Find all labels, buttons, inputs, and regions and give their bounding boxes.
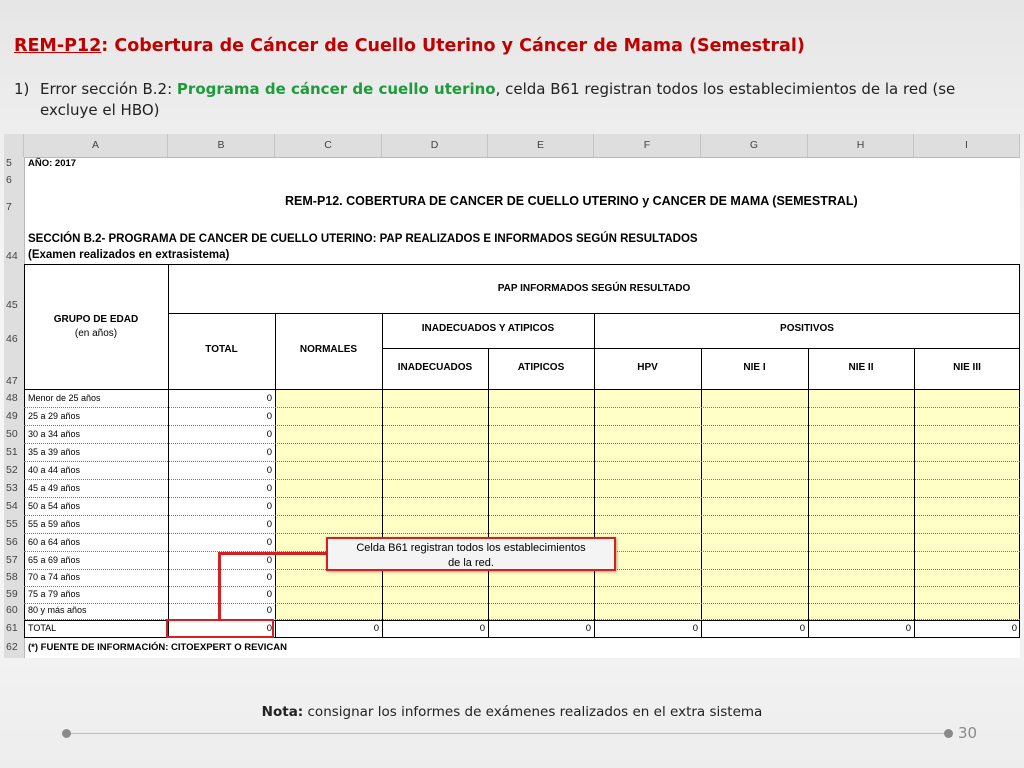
grid-line (701, 348, 702, 638)
slide-title (14, 36, 1014, 56)
row-number: 51 (6, 446, 18, 458)
col-header-a: A (24, 134, 168, 157)
total-cell: 0 (266, 483, 272, 494)
bullet-item (14, 79, 1014, 121)
header-pap-informados: PAP INFORMADOS SEGÚN RESULTADO (497, 283, 691, 294)
grid-line (24, 515, 1020, 516)
grid-line (24, 425, 1020, 426)
total-cell: 0 (266, 555, 272, 566)
total-row-cell: 0 (692, 623, 698, 634)
col-header-d: D (382, 134, 488, 157)
row-number: 47 (6, 375, 18, 387)
row-number: 6 (6, 174, 12, 186)
row-number: 55 (6, 518, 18, 530)
col-header-h: H (808, 134, 914, 157)
grid-line (24, 264, 1020, 265)
callout-line1: Celda B61 registran todos los establecimientos (356, 542, 586, 554)
total-row-cell: 0 (1011, 623, 1017, 634)
grid-line (24, 533, 1020, 534)
total-row-cell: 0 (266, 623, 272, 634)
grid-line (24, 407, 1020, 408)
row-number: 46 (6, 333, 18, 345)
title-code: REM-P12 (14, 36, 102, 56)
highlight-cell-b61 (166, 619, 274, 638)
col-header-f: F (594, 134, 701, 157)
row-number: 44 (6, 250, 18, 262)
row-number: 52 (6, 464, 18, 476)
callout-line2: de la red. (448, 557, 494, 569)
total-cell: 0 (266, 465, 272, 476)
bullet-highlight: Programa de cáncer de cuello uterino (176, 80, 496, 98)
note-text: consignar los informes de exámenes realizados en el extra sistema (303, 704, 763, 720)
total-cell: 0 (266, 589, 272, 600)
grid-line (24, 586, 1020, 587)
bullet-number: 1) (14, 80, 30, 98)
grid-line (24, 389, 1020, 390)
total-cell: 0 (266, 519, 272, 530)
grid-line (1019, 264, 1020, 638)
grid-line (24, 479, 1020, 480)
header-hpv: HPV (637, 362, 658, 373)
row-number: 45 (6, 299, 18, 311)
corner-cell (4, 134, 24, 157)
grid-line (24, 603, 1020, 604)
bullet-post: , celda B61 registran todos los establecimientos de la red (se excluye el HBO) (40, 80, 956, 119)
age-group-label: 50 a 54 años (28, 501, 81, 511)
footer-divider (66, 733, 952, 734)
total-cell: 0 (266, 501, 272, 512)
page-number: 30 (958, 724, 978, 742)
footer-dot-right (944, 729, 953, 738)
grid-line (488, 348, 489, 638)
header-inadecuados: INADECUADOS (397, 362, 473, 373)
header-grupo-edad-sub: (en años) (74, 328, 118, 339)
row-number: 57 (6, 554, 18, 566)
header-nie-i: NIE I (743, 362, 766, 373)
age-group-label: Menor de 25 años (28, 393, 101, 403)
age-group-label: 25 a 29 años (28, 411, 81, 421)
row-number: 48 (6, 392, 18, 404)
col-header-e: E (488, 134, 594, 157)
total-row-cell: 0 (585, 623, 591, 634)
col-header-b: B (168, 134, 275, 157)
grid-line (808, 348, 809, 638)
total-cell: 0 (266, 393, 272, 404)
age-group-label: 40 a 44 años (28, 465, 81, 475)
row-number: 59 (6, 588, 18, 600)
age-group-label: 65 a 69 años (28, 555, 81, 565)
age-group-label: 30 a 34 años (28, 429, 81, 439)
section-subtitle: (Examen realizados en extrasistema) (28, 249, 230, 261)
header-total: TOTAL (205, 344, 238, 355)
total-cell: 0 (266, 429, 272, 440)
total-row-cell: 0 (905, 623, 911, 634)
total-row-cell: 0 (373, 623, 379, 634)
note (0, 704, 1024, 720)
total-row-label: TOTAL (28, 623, 57, 633)
section-title: SECCIÓN B.2- PROGRAMA DE CANCER DE CUELLO UTERINO: PAP REALIZADOS E INFORMADOS SEGÚN RESULTADOS (28, 233, 698, 245)
header-positivos: POSITIVOS (780, 323, 834, 334)
spreadsheet-screenshot (4, 134, 1020, 658)
age-group-label: 35 a 39 años (28, 447, 81, 457)
footer-dot-left (62, 729, 71, 738)
column-header-bar (4, 134, 1020, 158)
age-group-label: 60 a 64 años (28, 537, 81, 547)
total-row-cell: 0 (479, 623, 485, 634)
grid-line (24, 497, 1020, 498)
grid-line (914, 348, 915, 638)
row-number: 58 (6, 571, 18, 583)
age-group-label: 75 a 79 años (28, 589, 81, 599)
note-label: Nota: (261, 704, 304, 720)
row-number: 56 (6, 536, 18, 548)
col-header-i: I (914, 134, 1020, 157)
row-number: 61 (6, 622, 18, 634)
age-group-label: 45 a 49 años (28, 483, 81, 493)
row-number: 53 (6, 482, 18, 494)
total-cell: 0 (266, 605, 272, 616)
header-atipicos: ATIPICOS (517, 362, 565, 373)
row-number: 50 (6, 428, 18, 440)
row-number: 54 (6, 500, 18, 512)
header-inadecuados-atipicos: INADECUADOS Y ATIPICOS (421, 323, 555, 334)
row-number: 5 (6, 157, 12, 169)
grid-line (24, 461, 1020, 462)
total-cell: 0 (266, 572, 272, 583)
year-label: AÑO: 2017 (28, 158, 77, 169)
header-grupo-edad: GRUPO DE EDAD (53, 314, 139, 325)
total-cell: 0 (266, 537, 272, 548)
age-group-label: 55 a 59 años (28, 519, 81, 529)
row-number: 62 (6, 641, 18, 653)
col-header-c: C (275, 134, 382, 157)
total-cell: 0 (266, 447, 272, 458)
sheet-title: REM-P12. COBERTURA DE CANCER DE CUELLO UTERINO y CANCER DE MAMA (SEMESTRAL) (285, 194, 858, 208)
age-group-label: 70 a 74 años (28, 572, 81, 582)
grid-line (24, 443, 1020, 444)
header-nie-ii: NIE II (848, 362, 874, 373)
title-text: : Cobertura de Cáncer de Cuello Uterino y Cáncer de Mama (Semestral) (101, 36, 805, 56)
header-normales: NORMALES (299, 344, 358, 355)
row-number: 49 (6, 410, 18, 422)
total-cell: 0 (266, 411, 272, 422)
bullet-text (40, 79, 1014, 121)
bullet-pre: Error sección B.2: (40, 80, 177, 98)
callout-connector (218, 552, 326, 555)
age-group-label: 80 y más años (28, 605, 87, 615)
row-number: 60 (6, 604, 18, 616)
grid-line (275, 313, 276, 638)
row-number: 7 (6, 201, 12, 213)
callout-connector (218, 552, 221, 619)
header-nie-iii: NIE III (953, 362, 981, 373)
source-note: (*) FUENTE DE INFORMACIÓN: CITOEXPERT O REVICAN (28, 642, 287, 653)
callout-box (326, 537, 616, 571)
total-row-cell: 0 (799, 623, 805, 634)
col-header-g: G (701, 134, 808, 157)
